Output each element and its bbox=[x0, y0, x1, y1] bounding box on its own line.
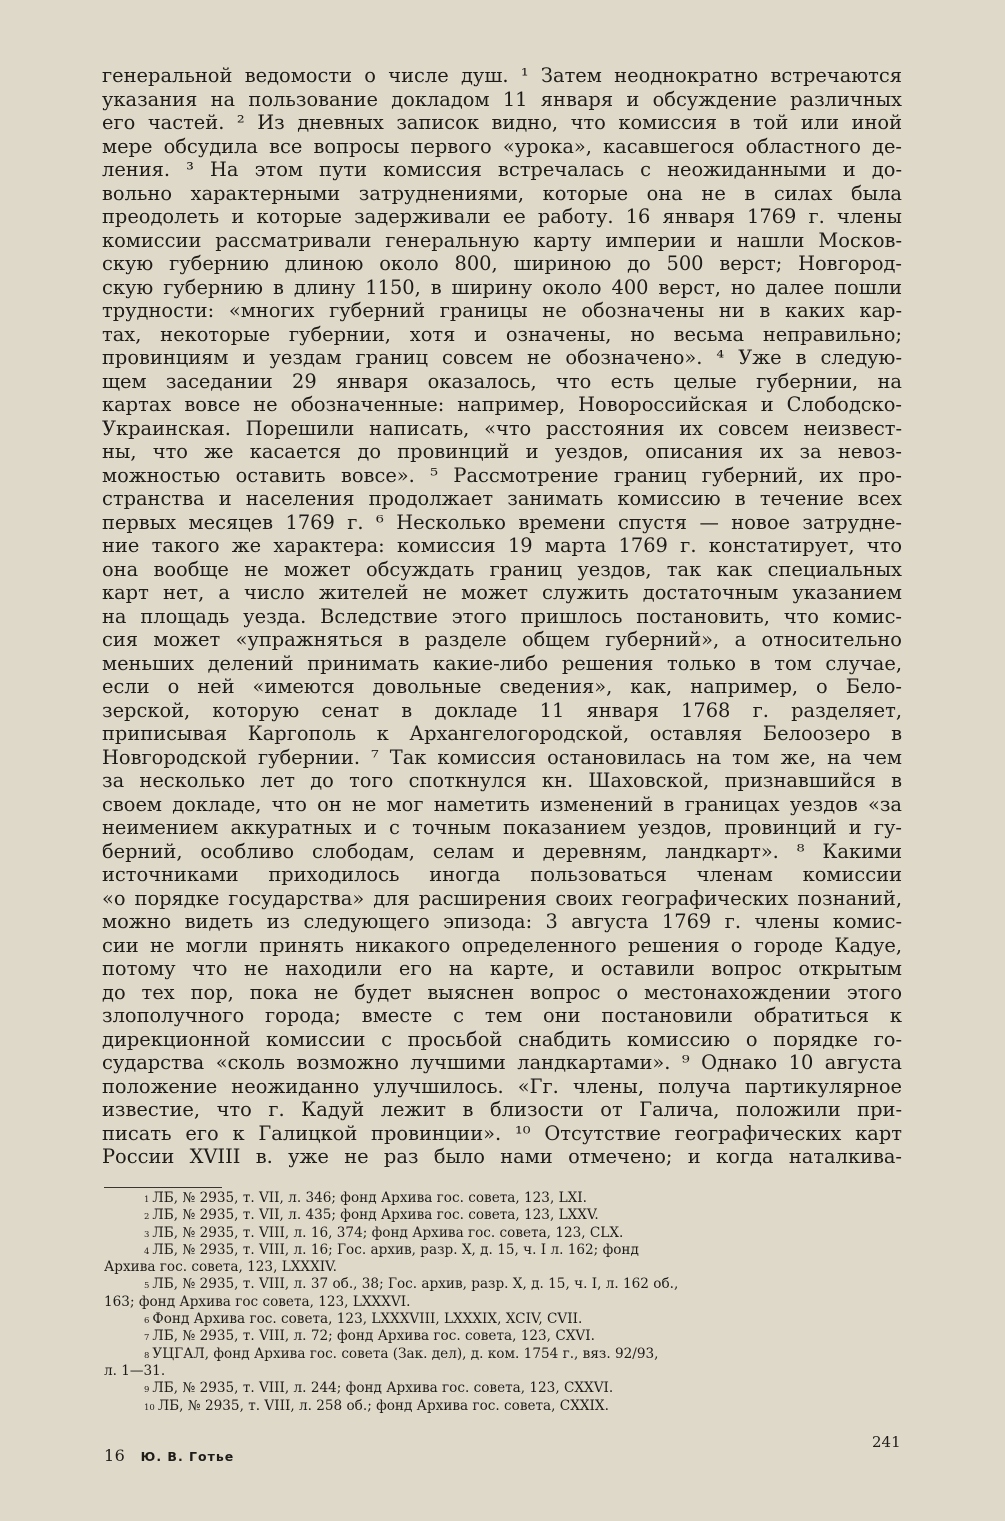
body-line: если о ней «имеются довольные сведения», как, например, о Бело- bbox=[102, 675, 902, 698]
body-line: дирекционной комиссии с просьбой снабдить комиссию о порядке го- bbox=[102, 1027, 902, 1051]
author-name: Ю. В. Готье bbox=[140, 1449, 235, 1464]
body-line: до тех пор, пока не будет выяснен вопрос о местонахождении этого bbox=[102, 980, 902, 1004]
body-line: за несколько лет до того споткнулся кн. Шаховской, признавшийся в bbox=[102, 769, 902, 792]
signature-number: 16 bbox=[104, 1446, 126, 1465]
body-line: ние такого же характера: комиссия 19 марта 1769 г. констатирует, что bbox=[102, 534, 902, 557]
body-line: мере обсудила все вопросы первого «урока», касавшегося областного де- bbox=[102, 134, 902, 158]
body-line: тах, некоторые губернии, хотя и означены, но весьма неправильно; bbox=[102, 322, 902, 346]
body-line: картах вовсе не обозначенные: например, Новороссийская и Слободско- bbox=[102, 393, 902, 416]
body-line: Украинская. Порешили написать, «что расстояния их совсем неизвест- bbox=[102, 416, 902, 440]
body-line: своем докладе, что он не мог наметить изменений в границах уездов «за bbox=[102, 792, 902, 816]
body-line: на площадь уезда. Вследствие этого пришлось постановить, что комис- bbox=[102, 604, 902, 628]
footnote bbox=[104, 1311, 902, 1328]
body-line: потому что не находили его на карте, и оставили вопрос открытым bbox=[102, 957, 902, 980]
body-line: странства и населения продолжает занимать комиссию в течение всех bbox=[102, 487, 902, 510]
footnote-text: ЛБ, № 2935, т. VIII, л. 37 об., 38; Гос. архив, разр. X, д. 15, ч. I, л. 162 об., bbox=[152, 1276, 679, 1293]
footnote bbox=[104, 1328, 902, 1345]
body-line: щем заседании 29 января оказалось, что есть целые губернии, на bbox=[102, 369, 902, 393]
footnote-text: ЛБ, № 2935, т. VIII, л. 16; Гос. архив, разр. X, д. 15, ч. I л. 162; фонд bbox=[152, 1241, 639, 1258]
body-line: источниками приходилось иногда пользоваться членам комиссии bbox=[102, 863, 902, 886]
footnote-text: УЦГАЛ, фонд Архива гос. совета (Зак. дел), д. ком. 1754 г., вяз. 92/93, bbox=[152, 1345, 659, 1362]
footnote-number: 4 bbox=[144, 1246, 150, 1257]
footnote-text: ЛБ, № 2935, т. VIII, л. 72; фонд Архива гос. совета, 123, CXVI. bbox=[152, 1328, 595, 1345]
footnote-text: ЛБ, № 2935, т. VII, л. 346; фонд Архива гос. совета, 123, LXI. bbox=[152, 1190, 587, 1206]
body-line: ления. ³ На этом пути комиссия встречалась с неожиданными и до- bbox=[102, 158, 902, 181]
footnote-text: ЛБ, № 2935, т. VIII, л. 258 об.; фонд Архива гос. совета, CXXIX. bbox=[157, 1397, 609, 1414]
body-line: зерской, которую сенат в докладе 11 января 1768 г. разделяет, bbox=[102, 698, 902, 722]
body-line: скую губернию длиною около 800, шириною до 500 верст; Новгород- bbox=[102, 252, 902, 275]
footnote-text: Фонд Архива гос. совета, 123, LXXXVIII, LXXXIX, XCIV, CVII. bbox=[152, 1311, 583, 1328]
footnotes bbox=[104, 1190, 902, 1415]
footnote-continuation: 163; фонд Архива гос совета, 123, LXXXVI. bbox=[104, 1293, 411, 1310]
footnote-number: 10 bbox=[144, 1402, 155, 1413]
body-line: карт нет, а число жителей не может служить достаточным указанием bbox=[102, 581, 902, 604]
footnote bbox=[104, 1225, 902, 1242]
body-line: Новгородской губернии. ⁷ Так комиссия остановилась на том же, на чем bbox=[102, 745, 902, 769]
body-line: злополучного города; вместе с тем они постановили обратиться к bbox=[102, 1004, 902, 1027]
body-line: сии не могли принять никакого определенного решения о городе Кадуе, bbox=[102, 933, 902, 957]
body-line: вольно характерными затруднениями, которые она не в силах была bbox=[102, 181, 902, 205]
body-line: можностью оставить вовсе». ⁵ Рассмотрение границ губерний, их про- bbox=[102, 463, 902, 487]
footnote-number: 6 bbox=[144, 1316, 150, 1327]
footnote-separator bbox=[104, 1187, 222, 1188]
footnote bbox=[104, 1346, 902, 1363]
body-line: известие, что г. Кадуй лежит в близости от Галича, положили при- bbox=[102, 1098, 902, 1121]
body-line: комиссии рассматривали генеральную карту империи и нашли Москов- bbox=[102, 228, 902, 252]
body-line: генеральной ведомости о числе душ. ¹ Затем неоднократно встречаются bbox=[102, 64, 902, 87]
footnote-number: 8 bbox=[144, 1350, 150, 1361]
body-line: трудности: «многих губерний границы не обозначены ни в каких кар- bbox=[102, 299, 902, 322]
body-line: первых месяцев 1769 г. ⁶ Несколько времени спустя — новое затрудне- bbox=[102, 510, 902, 534]
body-line: берний, особливо слободам, селам и деревням, ландкарт». ⁸ Какими bbox=[102, 839, 902, 863]
body-line: скую губернию в длину 1150, в ширину около 400 верст, но далее пошли bbox=[102, 275, 902, 299]
body-line: его частей. ² Из дневных записок видно, что комиссия в той или иной bbox=[102, 111, 902, 134]
body-line: России XVIII в. уже не раз было нами отмечено; и когда наталкива- bbox=[102, 1145, 902, 1168]
footnote-text: ЛБ, № 2935, т. VIII, л. 244; фонд Архива гос. совета, 123, CXXVI. bbox=[152, 1380, 614, 1397]
body-line: преодолеть и которые задерживали ее работу. 16 января 1769 г. члены bbox=[102, 205, 902, 228]
body-line: меньших делений принимать какие-либо решения только в том случае, bbox=[102, 651, 902, 675]
body-line: «о порядке государства» для расширения своих географических познаний, bbox=[102, 886, 902, 910]
body-line: сия может «упражняться в разделе общем губерний», а относительно bbox=[102, 628, 902, 651]
footnote-number: 5 bbox=[144, 1281, 150, 1292]
footnote-text: ЛБ, № 2935, т. VII, л. 435; фонд Архива гос. совета, 123, LXXV. bbox=[152, 1207, 599, 1224]
body-line: приписывая Каргополь к Архангелогородской, оставляя Белоозеро в bbox=[102, 722, 902, 745]
body-line: ны, что же касается до провинций и уездов, описания их за невоз- bbox=[102, 440, 902, 463]
footnote-number: 1 bbox=[144, 1195, 150, 1205]
body-line: положение неожиданно улучшилось. «Гг. члены, получа партикулярное bbox=[102, 1074, 902, 1098]
body-line: сударства «сколь возможно лучшими ландкартами». ⁹ Однако 10 августа bbox=[102, 1051, 902, 1074]
footnote-number: 2 bbox=[144, 1212, 150, 1223]
footnote bbox=[104, 1207, 902, 1224]
signature-mark bbox=[104, 1446, 234, 1465]
body-text bbox=[102, 64, 902, 1169]
body-line: указания на пользование докладом 11 января и обсуждение различных bbox=[102, 87, 902, 111]
footnote-continuation: л. 1—31. bbox=[104, 1362, 166, 1379]
footnote-text: ЛБ, № 2935, т. VIII, л. 16, 374; фонд Архива гос. совета, 123, CLX. bbox=[152, 1224, 624, 1241]
footnote bbox=[104, 1380, 902, 1397]
body-line: она вообще не может обсуждать границ уездов, так как специальных bbox=[102, 557, 902, 581]
body-line: можно видеть из следующего эпизода: 3 августа 1769 г. члены комис- bbox=[102, 910, 902, 933]
body-line: неимением аккуратных и с точным показанием уездов, провинций и гу- bbox=[102, 816, 902, 839]
footnote bbox=[104, 1398, 902, 1415]
footnote-number: 3 bbox=[144, 1229, 150, 1240]
body-line: провинциям и уездам границ совсем не обозначено». ⁴ Уже в следую- bbox=[102, 346, 902, 369]
page-number: 241 bbox=[872, 1433, 901, 1451]
body-line: писать его к Галицкой провинции». ¹⁰ Отсутствие географических карт bbox=[102, 1121, 902, 1145]
footnote-number: 7 bbox=[144, 1333, 150, 1344]
footnote bbox=[104, 1242, 902, 1259]
footnote bbox=[104, 1190, 902, 1207]
footnote bbox=[104, 1276, 902, 1293]
footnote-number: 9 bbox=[144, 1385, 150, 1396]
footnote-continuation: Архива гос. совета, 123, LXXXIV. bbox=[104, 1259, 337, 1276]
